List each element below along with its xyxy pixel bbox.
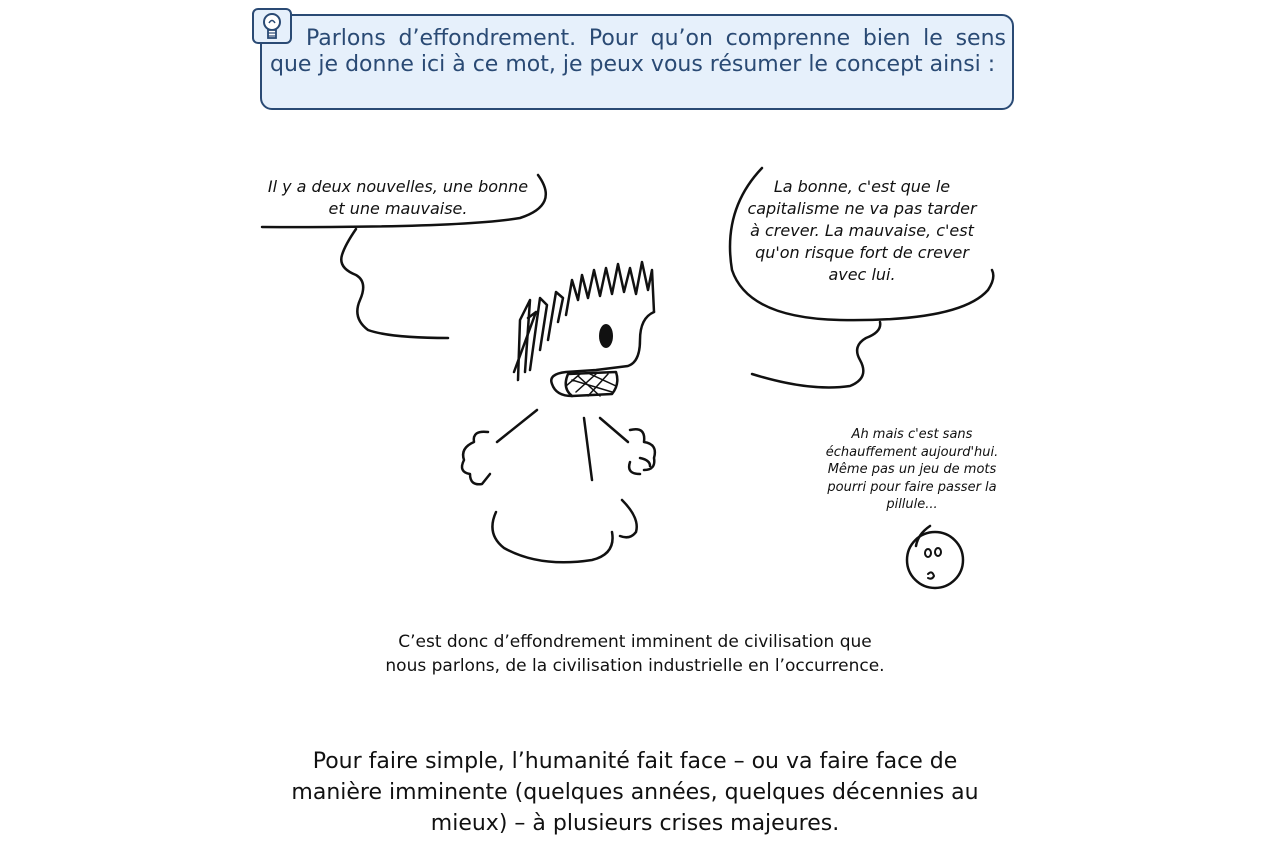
character-right-arm bbox=[600, 418, 628, 442]
character-base bbox=[492, 512, 612, 562]
character-left-hand bbox=[462, 432, 490, 485]
character-left-arm bbox=[497, 410, 537, 442]
character-right-leg bbox=[620, 500, 637, 537]
small-character-head bbox=[907, 532, 963, 588]
character-eye bbox=[599, 324, 613, 348]
small-character-mouth bbox=[928, 572, 934, 578]
left-bubble-text: Il y a deux nouvelles, une bonne et une mauvaise. bbox=[267, 177, 529, 218]
small-character-left-eye bbox=[925, 549, 931, 557]
right-bubble-text: La bonne, c'est que le capitalisme ne va pas tarder à crever. La mauvaise, c'est qu'on risque fort de crever avec lui. bbox=[747, 177, 977, 284]
aside-text: Ah mais c'est sans échauffement aujourd'hui. Même pas un jeu de mots pourri pour faire passer la pillule... bbox=[825, 427, 999, 512]
conclusion-text: Pour faire simple, l’humanité fait face – ou va faire face de manière imminente (quelques années, quelques décennies au mieux) – à plusieurs crises majeures. bbox=[291, 749, 979, 836]
small-character-right-eye bbox=[935, 548, 941, 556]
character-torso-line bbox=[584, 418, 592, 480]
narration-text: Parlons d’effondrement. Pour qu’on comprenne bien le sens que je donne ici à ce mot, je peux vous résumer le concept ainsi : bbox=[270, 26, 1006, 77]
right-bubble-tail bbox=[752, 322, 880, 388]
caption-text: C’est donc d’effondrement imminent de civilisation que nous parlons, de la civilisation industrielle en l’occurrence. bbox=[385, 632, 885, 676]
character-right-hand bbox=[629, 429, 655, 474]
left-bubble-tail bbox=[341, 229, 448, 338]
